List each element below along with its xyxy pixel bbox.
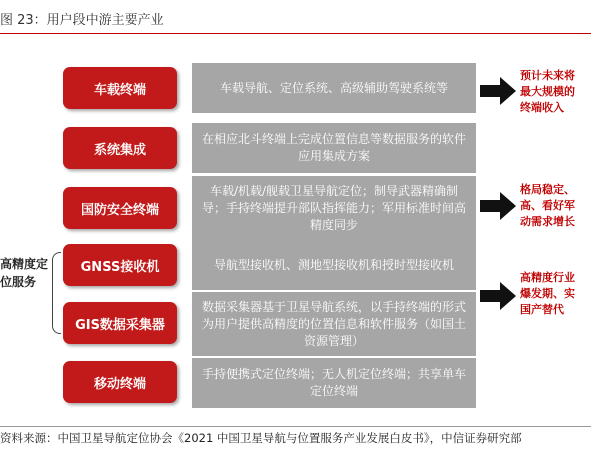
conclusion-defense: [520, 182, 591, 230]
right-arrow-icon: [480, 282, 516, 310]
description-box-gnss-receiver: 导航型接收机、测地型接收机和授时型接收机: [192, 240, 476, 290]
conclusion-vehicle: [520, 68, 591, 116]
category-box-defense-terminal: 国防安全终端: [63, 187, 177, 229]
category-box-vehicle-terminal: 车载终端: [63, 67, 177, 109]
grouping-bracket: [52, 252, 61, 334]
conclusion-line: 爆发期、实: [520, 287, 575, 300]
conclusion-line: 国产替代: [520, 303, 564, 316]
conclusion-high-precision: [520, 270, 591, 318]
figure-header: [0, 0, 591, 34]
conclusion-line: 格局稳定、: [520, 183, 575, 196]
conclusion-line: 高、看好军: [520, 199, 575, 212]
figure-title: 图 23：用户段中游主要产业: [0, 13, 164, 28]
conclusion-line: 高精度行业: [520, 271, 575, 284]
conclusion-line: 最大规模的: [520, 85, 575, 98]
conclusion-line: 预计未来将: [520, 69, 575, 82]
left-category-label: [0, 255, 48, 291]
left-label-line-2: 位服务: [0, 275, 37, 289]
conclusion-line: 终端收入: [520, 101, 564, 114]
header-divider: [0, 33, 591, 34]
right-arrow-icon: [480, 192, 516, 220]
category-box-gis-collector: GIS数据采集器: [63, 302, 177, 344]
conclusion-line: 动需求增长: [520, 215, 575, 228]
right-arrow-icon: [480, 77, 516, 105]
footer-divider: [0, 426, 591, 427]
description-box-system-integration: 在相应北斗终端上完成位置信息等数据服务的软件应用集成方案: [192, 123, 476, 173]
description-box-defense-terminal: 车载/机载/舰载卫星导航定位；制导武器精确制导；手持终端提升部队指挥能力；军用标准时间高精度同步: [192, 176, 476, 240]
source-note: 资料来源：中国卫星导航定位协会《2021 中国卫星导航与位置服务产业发展白皮书》，中信证券研究部: [0, 431, 522, 445]
description-box-mobile-terminal: 手持便携式定位终端；无人机定位终端；共享单车定位终端: [192, 358, 476, 408]
category-box-system-integration: 系统集成: [63, 127, 177, 169]
left-label-line-1: 高精度定: [0, 257, 49, 271]
category-box-gnss-receiver: GNSS接收机: [63, 244, 177, 286]
description-box-gis-collector: 数据采集器基于卫星导航系统，以手持终端的形式为用户提供高精度的位置信息和软件服务（如国土资源管理）: [192, 292, 476, 356]
category-box-mobile-terminal: 移动终端: [63, 361, 177, 403]
description-box-vehicle-terminal: 车载导航、定位系统、高级辅助驾驶系统等: [192, 63, 476, 113]
